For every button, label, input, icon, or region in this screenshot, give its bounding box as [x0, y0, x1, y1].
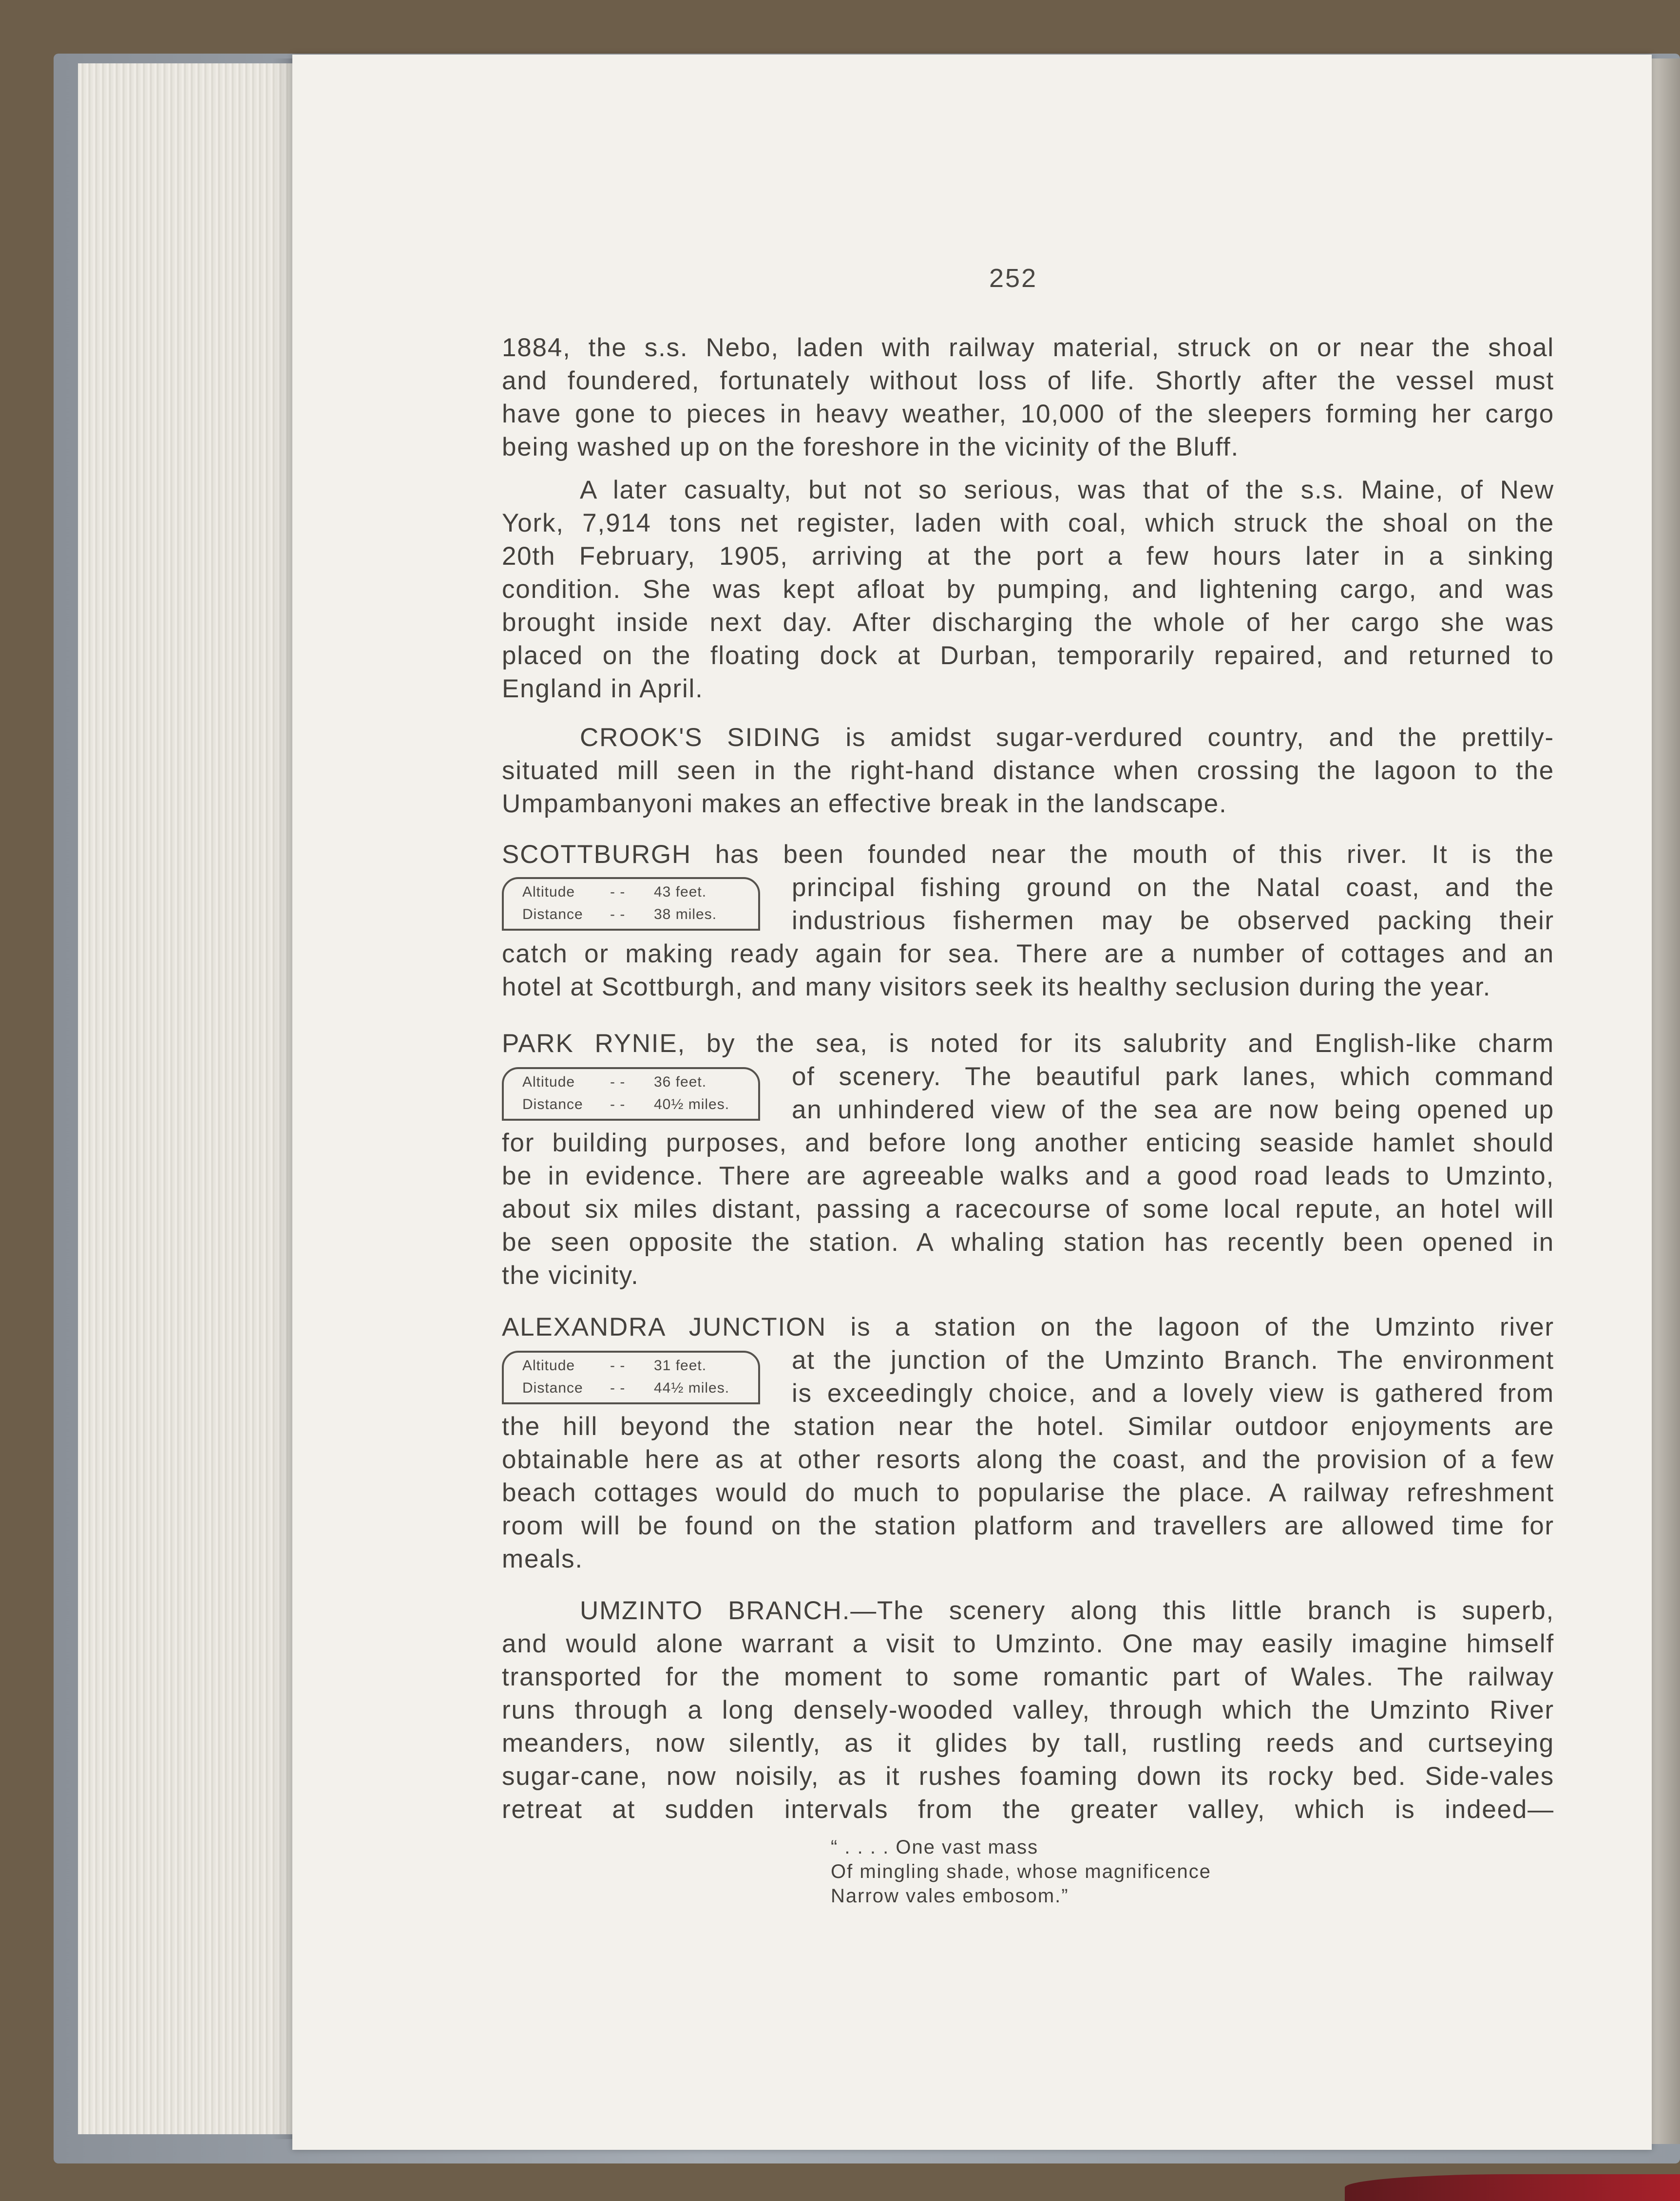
text-line: SCOTTBURGH has been founded near the mouth of this river. It is the: [502, 840, 1554, 869]
altitude-distance-box: [502, 1067, 760, 1121]
text-line: 20th February, 1905, arriving at the port a few hours later in a sinking: [502, 542, 1554, 571]
distance-label: Distance: [522, 906, 583, 922]
altitude-value: 43 feet.: [654, 884, 707, 900]
distance-label: Distance: [522, 1096, 583, 1112]
text-line: and foundered, fortunately without loss of life. Shortly after the vessel must: [502, 366, 1554, 395]
altitude-value: 36 feet.: [654, 1074, 707, 1090]
text-line: at the junction of the Umzinto Branch. The environment: [792, 1346, 1554, 1375]
altitude-label: Altitude: [522, 1074, 575, 1090]
altitude-value: 31 feet.: [654, 1358, 707, 1374]
altitude-label: Altitude: [522, 1358, 575, 1374]
quote-line: Narrow vales embosom.”: [831, 1885, 1069, 1907]
text-line: England in April.: [502, 674, 704, 703]
text-line: sugar-cane, now noisily, as it rushes foaming down its rocky bed. Side-vales: [502, 1762, 1554, 1791]
text-line: have gone to pieces in heavy weather, 10,000 of the sleepers forming her cargo: [502, 400, 1554, 428]
text-line: retreat at sudden intervals from the greater valley, which is indeed—: [502, 1795, 1554, 1824]
distance-value: 44½ miles.: [654, 1380, 730, 1396]
distance-value: 38 miles.: [654, 906, 717, 922]
text-line: is exceedingly choice, and a lovely view is gathered from: [792, 1379, 1554, 1408]
text-line: the hill beyond the station near the hotel. Similar outdoor enjoyments are: [502, 1412, 1554, 1441]
quote-line: Of mingling shade, whose magnificence: [831, 1861, 1212, 1882]
text-line: of scenery. The beautiful park lanes, which command: [792, 1062, 1554, 1091]
text-line: ALEXANDRA JUNCTION is a station on the lagoon of the Umzinto river: [502, 1313, 1554, 1341]
text-line: about six miles distant, passing a racecourse of some local repute, an hotel will: [502, 1195, 1554, 1224]
separator: - -: [610, 1096, 626, 1112]
text-line: being washed up on the foreshore in the vicinity of the Bluff.: [502, 433, 1240, 461]
text-line: principal fishing ground on the Natal coast, and the: [792, 873, 1554, 902]
text-line: catch or making ready again for sea. There are a number of cottages and an: [502, 939, 1554, 968]
text-line: Umpambanyoni makes an effective break in the landscape.: [502, 789, 1227, 818]
text-line: runs through a long densely-wooded valley, through which the Umzinto River: [502, 1696, 1554, 1724]
text-line: A later casualty, but not so serious, was that of the s.s. Maine, of New: [580, 476, 1554, 504]
text-line: York, 7,914 tons net register, laden with coal, which struck the shoal on the: [502, 509, 1554, 537]
text-line: the vicinity.: [502, 1261, 639, 1290]
altitude-distance-box: [502, 1351, 760, 1404]
text-line: meals.: [502, 1545, 583, 1573]
text-line: for building purposes, and before long another enticing seaside hamlet should: [502, 1129, 1554, 1157]
text-line: situated mill seen in the right-hand distance when crossing the lagoon to the: [502, 756, 1554, 785]
separator: - -: [610, 906, 626, 922]
text-line: an unhindered view of the sea are now being opened up: [792, 1095, 1554, 1124]
distance-value: 40½ miles.: [654, 1096, 730, 1112]
text-line: room will be found on the station platform and travellers are allowed time for: [502, 1512, 1554, 1540]
separator: - -: [610, 884, 626, 900]
text-line: 1884, the s.s. Nebo, laden with railway material, struck on or near the shoal: [502, 333, 1554, 362]
separator: - -: [610, 1358, 626, 1374]
text-line: obtainable here as at other resorts along the coast, and the provision of a few: [502, 1445, 1554, 1474]
text-line: CROOK'S SIDING is amidst sugar-verdured country, and the prettily-: [580, 723, 1554, 752]
page-number: 252: [989, 264, 1038, 293]
separator: - -: [610, 1074, 626, 1090]
text-line: PARK RYNIE, by the sea, is noted for its salubrity and English-like charm: [502, 1029, 1554, 1058]
text-line: transported for the moment to some romantic part of Wales. The railway: [502, 1663, 1554, 1691]
text-line: UMZINTO BRANCH.—The scenery along this little branch is superb,: [580, 1596, 1554, 1625]
text-line: beach cottages would do much to popularise the place. A railway refreshment: [502, 1478, 1554, 1507]
text-line: placed on the floating dock at Durban, temporarily repaired, and returned to: [502, 641, 1554, 670]
text-line: industrious fishermen may be observed packing their: [792, 906, 1554, 935]
altitude-label: Altitude: [522, 884, 575, 900]
red-cloth: [1345, 2174, 1680, 2201]
page-stack: [78, 63, 302, 2134]
separator: - -: [610, 1380, 626, 1396]
altitude-distance-box: [502, 877, 760, 931]
text-line: brought inside next day. After discharging the whole of her cargo she was: [502, 608, 1554, 637]
text-line: be in evidence. There are agreeable walks and a good road leads to Umzinto,: [502, 1162, 1554, 1190]
text-line: and would alone warrant a visit to Umzinto. One may easily imagine himself: [502, 1629, 1554, 1658]
text-line: meanders, now silently, as it glides by tall, rustling reeds and curtseying: [502, 1729, 1554, 1758]
text-line: condition. She was kept afloat by pumping, and lightening cargo, and was: [502, 575, 1554, 604]
quote-line: “ . . . . One vast mass: [831, 1837, 1039, 1858]
text-line: be seen opposite the station. A whaling station has recently been opened in: [502, 1228, 1554, 1257]
distance-label: Distance: [522, 1380, 583, 1396]
text-line: hotel at Scottburgh, and many visitors seek its healthy seclusion during the year.: [502, 973, 1491, 1001]
